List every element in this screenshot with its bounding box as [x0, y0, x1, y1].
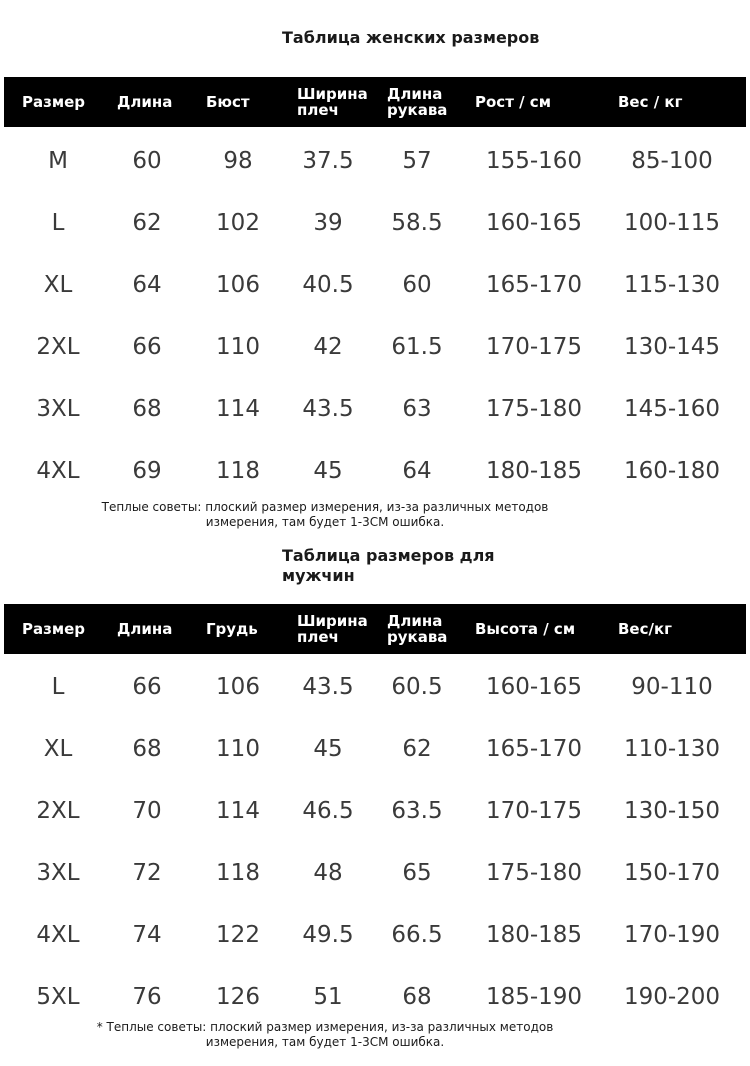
table-cell: 122 [216, 922, 260, 948]
table-cell: 61.5 [391, 334, 443, 360]
table-row [0, 842, 750, 904]
table-cell: 63 [402, 396, 432, 422]
column-header: Грудь [206, 620, 258, 638]
men-table-title: Таблица размеров для мужчин [282, 546, 495, 585]
table-cell: 66.5 [391, 922, 443, 948]
table-cell: 45 [313, 458, 343, 484]
table-cell: 4XL [36, 922, 80, 948]
table-row [0, 440, 750, 502]
table-cell: 3XL [36, 396, 80, 422]
table-cell: L [51, 210, 65, 236]
table-cell: 165-170 [485, 736, 583, 762]
women-size-note: Теплые советы: плоский размер измерения, из-за различных методов измерения, там будет 1-3CM ошибка. [101, 500, 549, 529]
table-cell: 190-200 [623, 984, 721, 1010]
table-cell: 2XL [36, 334, 80, 360]
table-cell: 68 [132, 736, 162, 762]
table-cell: 160-180 [623, 458, 721, 484]
table-cell: 115-130 [623, 272, 721, 298]
table-cell: 70 [132, 798, 162, 824]
table-cell: 170-175 [485, 798, 583, 824]
column-header: Высота / см [475, 620, 576, 638]
table-cell: 160-165 [485, 674, 583, 700]
table-cell: 57 [402, 148, 432, 174]
table-cell: 3XL [36, 860, 80, 886]
table-cell: XL [43, 736, 73, 762]
table-cell: 130-145 [623, 334, 721, 360]
table-cell: 110-130 [623, 736, 721, 762]
table-cell: 45 [313, 736, 343, 762]
table-cell: 68 [132, 396, 162, 422]
table-cell: 114 [216, 396, 260, 422]
column-header: Длина рукава [387, 612, 448, 646]
men-header-bar [4, 604, 746, 654]
table-cell: 63.5 [391, 798, 443, 824]
table-cell: 64 [402, 458, 432, 484]
table-cell: 102 [216, 210, 260, 236]
table-row [0, 656, 750, 718]
table-cell: 110 [216, 736, 260, 762]
column-header: Вес/кг [618, 620, 672, 638]
table-cell: 4XL [36, 458, 80, 484]
column-header: Бюст [206, 93, 250, 111]
table-cell: M [48, 148, 68, 174]
table-cell: 85-100 [631, 148, 713, 174]
column-header: Размер [22, 620, 86, 638]
women-table-body [0, 130, 750, 502]
table-cell: 76 [132, 984, 162, 1010]
table-cell: 37.5 [302, 148, 354, 174]
column-header: Вес / кг [618, 93, 683, 111]
men-table-body [0, 656, 750, 1028]
column-header: Ширина плеч [297, 612, 368, 646]
table-cell: 49.5 [302, 922, 354, 948]
table-cell: 106 [216, 272, 260, 298]
table-cell: 62 [132, 210, 162, 236]
table-cell: 175-180 [485, 396, 583, 422]
table-cell: 160-165 [485, 210, 583, 236]
table-cell: 118 [216, 860, 260, 886]
table-row [0, 316, 750, 378]
table-row [0, 378, 750, 440]
table-cell: 39 [313, 210, 343, 236]
table-cell: 48 [313, 860, 343, 886]
table-cell: 2XL [36, 798, 80, 824]
table-cell: XL [43, 272, 73, 298]
table-cell: 126 [216, 984, 260, 1010]
table-cell: 175-180 [485, 860, 583, 886]
table-cell: 72 [132, 860, 162, 886]
table-cell: 170-190 [623, 922, 721, 948]
table-cell: 5XL [36, 984, 80, 1010]
table-cell: 51 [313, 984, 343, 1010]
table-cell: 180-185 [485, 458, 583, 484]
women-header-bar [4, 77, 746, 127]
table-cell: 60 [402, 272, 432, 298]
table-cell: 185-190 [485, 984, 583, 1010]
table-cell: 180-185 [485, 922, 583, 948]
women-table-title: Таблица женских размеров [282, 28, 540, 47]
table-cell: 165-170 [485, 272, 583, 298]
table-row [0, 718, 750, 780]
table-cell: 74 [132, 922, 162, 948]
table-cell: 100-115 [623, 210, 721, 236]
table-cell: 130-150 [623, 798, 721, 824]
table-cell: 43.5 [302, 674, 354, 700]
table-cell: 58.5 [391, 210, 443, 236]
column-header: Рост / см [475, 93, 551, 111]
table-row [0, 130, 750, 192]
table-cell: 64 [132, 272, 162, 298]
table-cell: 98 [223, 148, 253, 174]
table-cell: L [51, 674, 65, 700]
table-cell: 65 [402, 860, 432, 886]
table-cell: 170-175 [485, 334, 583, 360]
table-cell: 110 [216, 334, 260, 360]
table-cell: 106 [216, 674, 260, 700]
table-cell: 60.5 [391, 674, 443, 700]
column-header: Длина [117, 93, 173, 111]
table-cell: 68 [402, 984, 432, 1010]
table-row [0, 254, 750, 316]
table-cell: 46.5 [302, 798, 354, 824]
men-size-note: * Теплые советы: плоский размер измерения, из-за различных методов измерения, там будет 1-3CM ошибка. [96, 1020, 554, 1049]
table-cell: 42 [313, 334, 343, 360]
table-cell: 62 [402, 736, 432, 762]
table-cell: 66 [132, 334, 162, 360]
table-row [0, 192, 750, 254]
table-cell: 60 [132, 148, 162, 174]
table-row [0, 966, 750, 1028]
column-header: Длина рукава [387, 85, 448, 119]
table-cell: 43.5 [302, 396, 354, 422]
table-cell: 145-160 [623, 396, 721, 422]
column-header: Ширина плеч [297, 85, 368, 119]
table-cell: 118 [216, 458, 260, 484]
table-cell: 155-160 [485, 148, 583, 174]
table-cell: 69 [132, 458, 162, 484]
table-row [0, 780, 750, 842]
column-header: Длина [117, 620, 173, 638]
table-cell: 150-170 [623, 860, 721, 886]
table-cell: 66 [132, 674, 162, 700]
table-cell: 114 [216, 798, 260, 824]
column-header: Размер [22, 93, 86, 111]
table-cell: 90-110 [631, 674, 713, 700]
table-cell: 40.5 [302, 272, 354, 298]
table-row [0, 904, 750, 966]
